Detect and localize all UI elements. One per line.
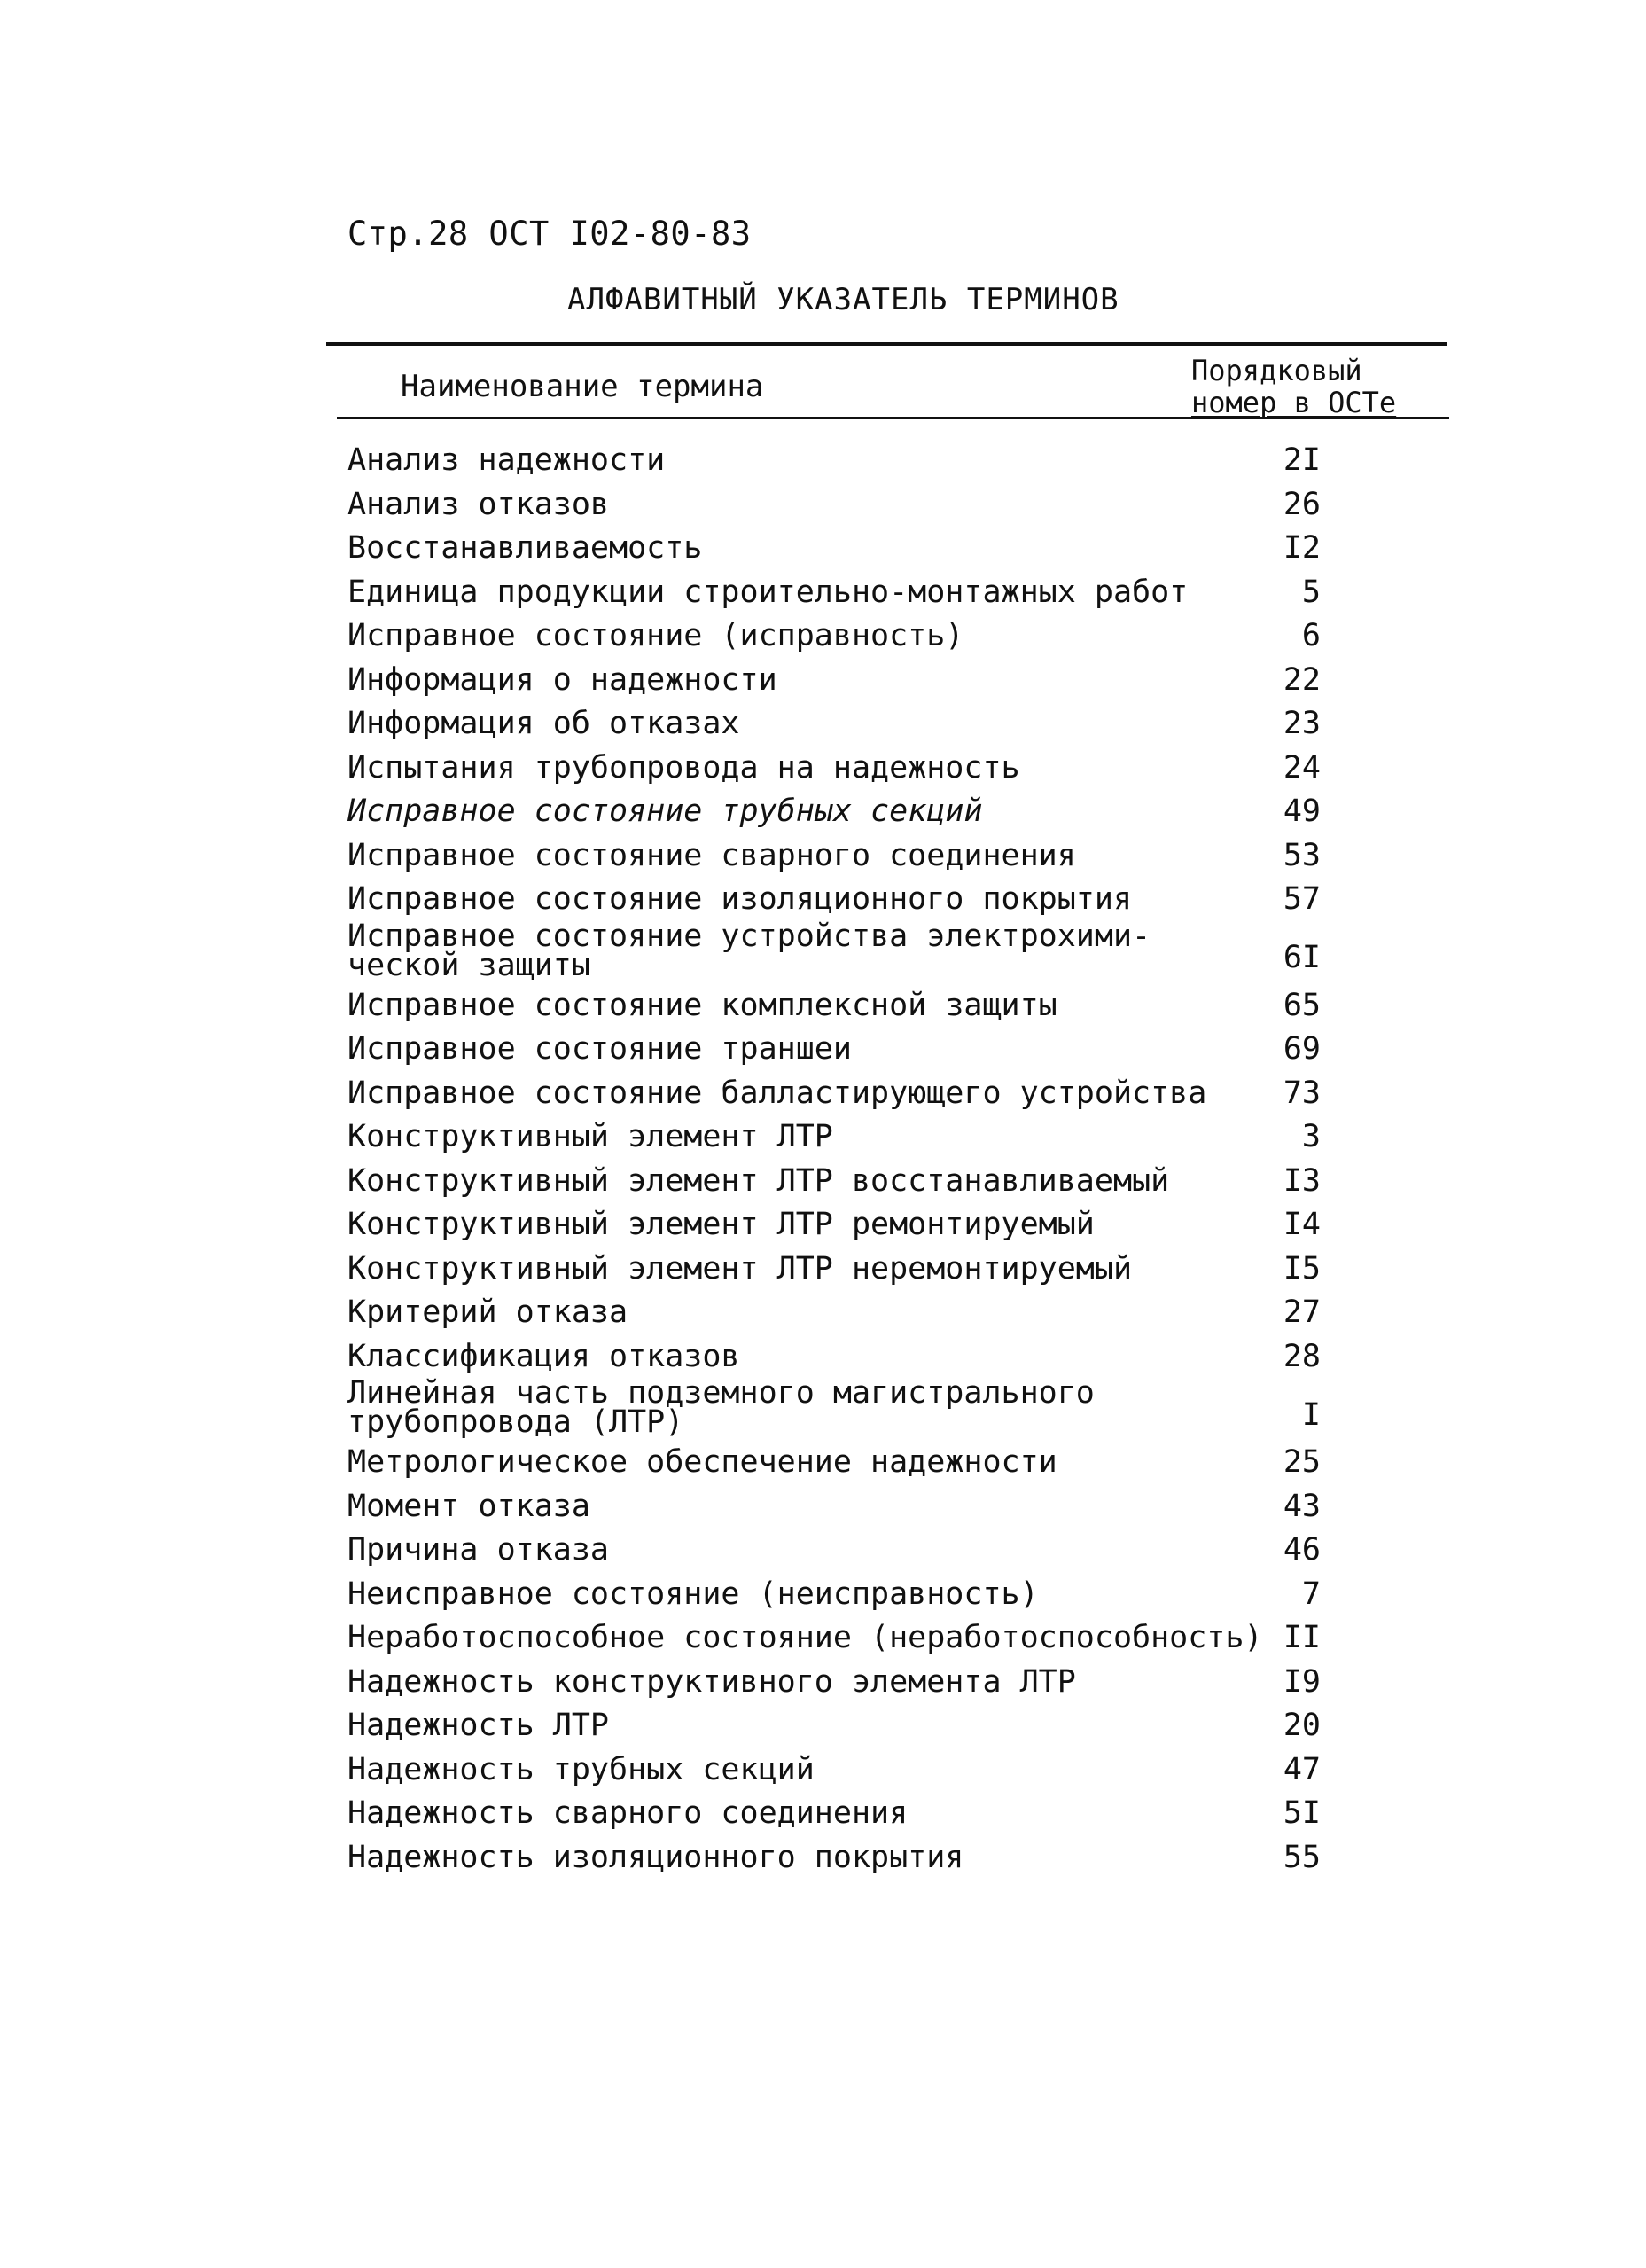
term-name: Исправное состояние балластирующего устройства <box>347 1075 1207 1111</box>
table-top-rule <box>326 342 1447 346</box>
term-number: 47 <box>1283 1751 1321 1787</box>
term-name: Метрологическое обеспечение надежности <box>347 1444 1057 1480</box>
term-name: Испытания трубопровода на надежность <box>347 749 1020 786</box>
term-name: Надежность изоляционного покрытия <box>347 1839 964 1875</box>
term-number: I5 <box>1283 1250 1321 1287</box>
term-number: 55 <box>1283 1839 1321 1875</box>
term-number: I9 <box>1283 1663 1321 1700</box>
table-row <box>347 571 1340 615</box>
table-row <box>347 1704 1340 1748</box>
term-name: Исправное состояние (исправность) <box>347 618 964 653</box>
term-number: 27 <box>1283 1294 1321 1330</box>
term-name: Исправное состояние траншеи <box>347 1031 852 1067</box>
table-row <box>347 1573 1340 1617</box>
term-number: 49 <box>1283 794 1321 829</box>
table-row <box>347 790 1340 834</box>
term-number: 46 <box>1283 1532 1321 1568</box>
column-header-ordinal-line2: номер в ОСТе <box>1191 386 1397 419</box>
term-name: Исправное состояние трубных секций <box>347 794 983 829</box>
term-name: Линейная часть подземного магистрального трубопровода (ЛТР) <box>347 1375 1095 1440</box>
term-name: Единица продукции строительно-монтажных работ <box>347 574 1189 610</box>
table-row <box>347 1485 1340 1529</box>
table-row <box>347 614 1340 659</box>
term-number: 23 <box>1283 706 1321 741</box>
term-number: 57 <box>1283 881 1321 917</box>
term-name: Анализ надежности <box>347 442 666 478</box>
document-title: АЛФАВИТНЫЙ УКАЗАТЕЛЬ ТЕРМИНОВ <box>567 282 1119 317</box>
table-row <box>347 1748 1340 1793</box>
term-name: Классификация отказов <box>347 1338 740 1374</box>
table-row <box>347 659 1340 703</box>
term-name: Восстанавливаемость <box>347 530 703 566</box>
table-row <box>347 1661 1340 1705</box>
table-row <box>347 747 1340 791</box>
term-number: 73 <box>1283 1075 1321 1111</box>
table-row <box>347 984 1340 1028</box>
term-name: Исправное состояние комплексной защиты <box>347 987 1057 1023</box>
term-number: 3 <box>1301 1119 1321 1154</box>
term-number: 2I <box>1283 442 1321 478</box>
term-number: 43 <box>1283 1488 1321 1524</box>
term-name: Конструктивный элемент ЛТР <box>347 1119 833 1154</box>
term-number: 6 <box>1301 618 1321 653</box>
term-number: 69 <box>1283 1031 1321 1067</box>
table-row <box>347 1792 1340 1836</box>
table-row <box>347 1335 1340 1380</box>
term-number: 53 <box>1283 837 1321 873</box>
term-name: Момент отказа <box>347 1488 590 1524</box>
term-name: Информация об отказах <box>347 706 740 741</box>
table-row <box>347 1247 1340 1292</box>
term-name: Исправное состояние изоляционного покрытия <box>347 881 1133 917</box>
term-name: Конструктивный элемент ЛТР ремонтируемый <box>347 1207 1095 1242</box>
term-number: 6I <box>1283 940 1321 975</box>
term-name: Критерий отказа <box>347 1294 628 1330</box>
term-number: 20 <box>1283 1708 1321 1743</box>
table-row <box>347 1160 1340 1204</box>
table-row <box>347 702 1340 747</box>
table-row <box>347 878 1340 922</box>
table-row <box>347 1375 1340 1441</box>
table-row <box>347 1203 1340 1247</box>
table-row <box>347 483 1340 528</box>
table-row <box>347 1529 1340 1573</box>
term-name: Надежность сварного соединения <box>347 1795 909 1831</box>
term-number: II <box>1283 1620 1321 1655</box>
table-row <box>347 1072 1340 1116</box>
term-name: Надежность ЛТР <box>347 1708 610 1743</box>
column-header-ordinal-number <box>1191 355 1396 418</box>
term-name: Надежность конструктивного элемента ЛТР <box>347 1663 1076 1700</box>
table-row <box>347 1115 1340 1160</box>
term-number: I3 <box>1283 1162 1321 1199</box>
term-name: Конструктивный элемент ЛТР восстанавливаемый <box>347 1162 1170 1199</box>
term-number: 65 <box>1283 987 1321 1023</box>
term-number: I <box>1301 1396 1321 1433</box>
term-number: I4 <box>1283 1207 1321 1242</box>
term-name: Конструктивный элемент ЛТР неремонтируемый <box>347 1250 1133 1287</box>
table-header-rule <box>337 417 1449 419</box>
table-row <box>347 1616 1340 1661</box>
table-row <box>347 918 1340 984</box>
term-number: 26 <box>1283 486 1321 522</box>
term-name: Причина отказа <box>347 1532 610 1568</box>
terms-list <box>347 439 1340 1880</box>
term-name: Неисправное состояние (неисправность) <box>347 1576 1039 1612</box>
term-number: 5I <box>1283 1795 1321 1831</box>
term-name: Исправное состояние устройства электрохими- ческой защиты <box>347 918 1151 983</box>
table-row <box>347 1028 1340 1072</box>
page-reference: Стр.28 ОСТ I02-80-83 <box>347 215 752 253</box>
term-name: Анализ отказов <box>347 486 610 522</box>
term-number: 5 <box>1301 574 1321 610</box>
term-number: 22 <box>1283 661 1321 698</box>
table-row <box>347 1291 1340 1335</box>
term-name: Информация о надежности <box>347 661 777 698</box>
column-header-term-name: Наименование термина <box>401 369 764 404</box>
column-header-ordinal-line1: Порядковый <box>1191 354 1362 387</box>
term-number: 7 <box>1301 1576 1321 1612</box>
table-row <box>347 527 1340 571</box>
term-number: 24 <box>1283 749 1321 786</box>
term-name: Надежность трубных секций <box>347 1751 815 1787</box>
term-number: 25 <box>1283 1444 1321 1480</box>
term-number: I2 <box>1283 530 1321 566</box>
term-name: Неработоспособное состояние (неработоспособность) <box>347 1620 1263 1655</box>
table-row <box>347 439 1340 483</box>
table-row <box>347 834 1340 879</box>
table-row <box>347 1441 1340 1485</box>
term-name: Исправное состояние сварного соединения <box>347 837 1076 873</box>
table-row <box>347 1836 1340 1881</box>
term-number: 28 <box>1283 1338 1321 1374</box>
